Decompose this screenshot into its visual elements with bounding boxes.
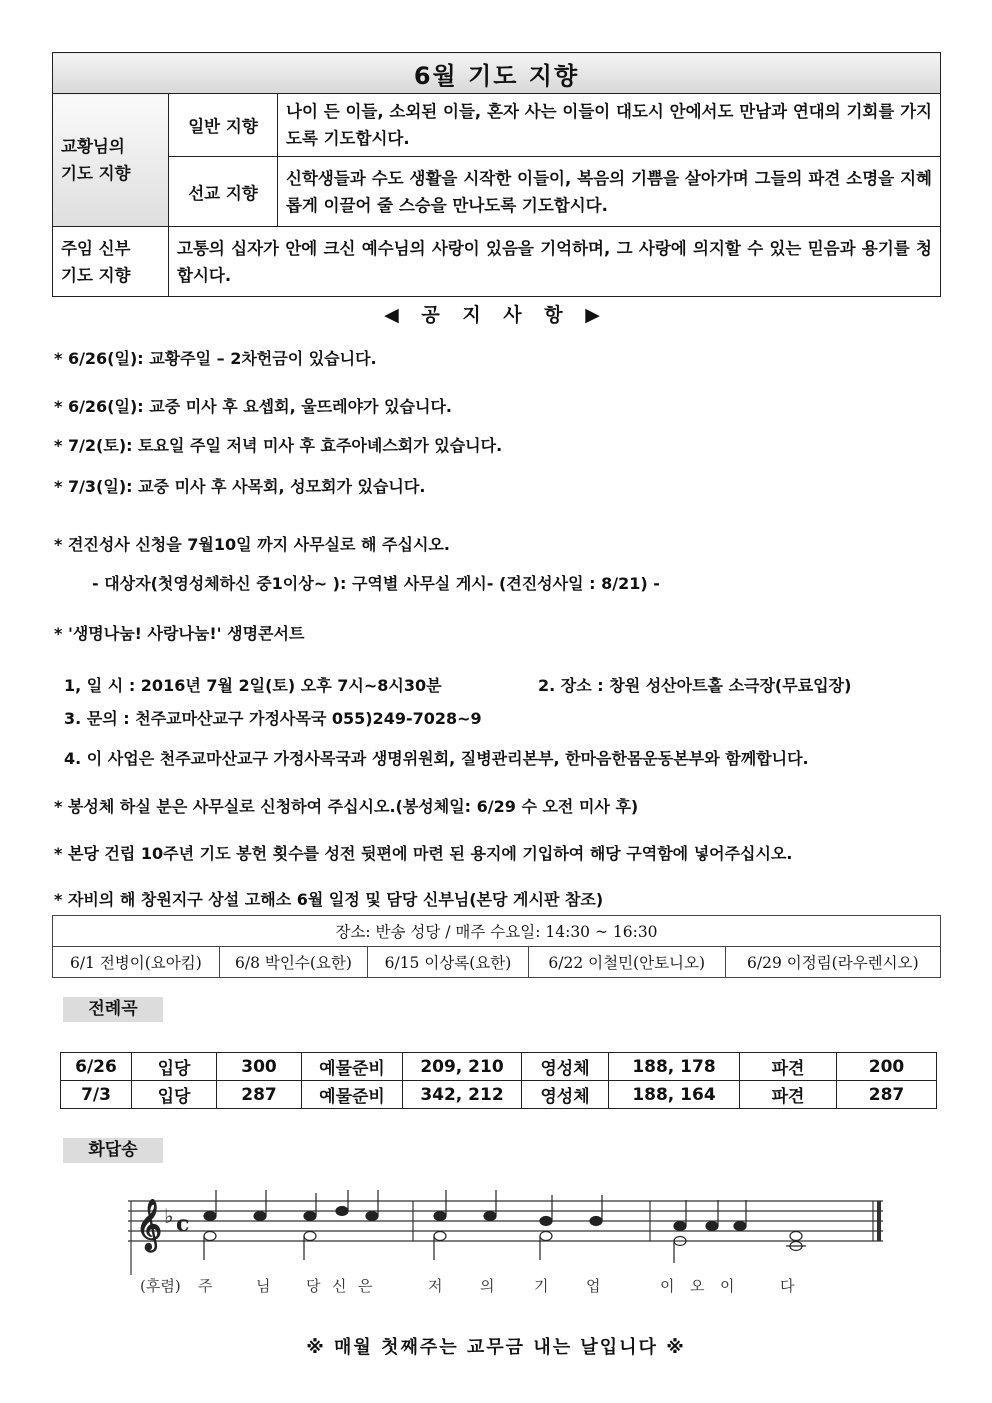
notice-title: ◀ 공 지 사 항 ▶ bbox=[384, 304, 608, 326]
hymns-table bbox=[60, 1052, 937, 1109]
pastor-intention-label bbox=[53, 227, 169, 297]
notice-item: * 7/3(일): 교중 미사 후 사목회, 성모회가 있습니다. bbox=[54, 477, 426, 496]
general-intention-label: 일반 지향 bbox=[169, 94, 278, 157]
notice-item: * 6/26(일): 교중 미사 후 요셉회, 울뜨레야가 있습니다. bbox=[54, 397, 452, 416]
hymn-cell: 영성체 bbox=[522, 1053, 609, 1081]
lyric-syllable: 당 bbox=[306, 1277, 321, 1295]
pastor-intention-text: 고통의 십자가 안에 크신 예수님의 사랑이 있음을 기억하며, 그 사랑에 의지할 수 있는 믿음과 용기를 청합시다. bbox=[169, 227, 941, 297]
confession-header: 장소: 반송 성당 / 매주 수요일: 14:30 ~ 16:30 bbox=[53, 916, 941, 947]
mission-intention-label: 선교 지향 bbox=[169, 157, 278, 227]
lyric-syllable: 님 bbox=[256, 1277, 271, 1295]
prayer-intentions-table bbox=[52, 52, 941, 297]
hymn-cell: 입당 bbox=[132, 1081, 217, 1109]
notice-item: * 7/2(토): 토요일 주일 저녁 미사 후 효주아녜스회가 있습니다. bbox=[54, 436, 503, 455]
hymn-cell: 예물준비 bbox=[302, 1053, 403, 1081]
hymn-cell: 6/26 bbox=[61, 1053, 132, 1081]
lyric-syllable: (후렴) bbox=[140, 1277, 181, 1295]
concert-organizers: 4. 이 사업은 천주교마산교구 가정사목국과 생명위원회, 질병관리본부, 한마음한몸운동본부와 함께합니다. bbox=[64, 749, 809, 768]
confession-schedule-table bbox=[52, 915, 941, 978]
notice-item: * 자비의 해 창원지구 상설 고해소 6월 일정 및 담당 신부님(본당 게시판 참조) bbox=[54, 890, 604, 909]
hymn-cell: 188, 164 bbox=[609, 1081, 740, 1109]
lyric-syllable: 신 bbox=[332, 1277, 347, 1295]
confession-cell: 6/29 이정림(라우렌시오) bbox=[725, 947, 940, 978]
svg-text:♭: ♭ bbox=[164, 1204, 174, 1228]
hymns-tag: 전례곡 bbox=[63, 997, 163, 1022]
hymn-cell: 입당 bbox=[132, 1053, 217, 1081]
general-intention-text: 나이 든 이들, 소외된 이들, 혼자 사는 이들이 대도시 안에서도 만남과 연대의 기회를 가지도록 기도합시다. bbox=[278, 94, 941, 157]
mission-intention-text: 신학생들과 수도 생활을 시작한 이들이, 복음의 기쁨을 살아가며 그들의 파견 소명을 지혜롭게 이끌어 줄 스승을 만나도록 기도합시다. bbox=[278, 157, 941, 227]
notice-item: * 봉성체 하실 분은 사무실로 신청하여 주십시오.(봉성체일: 6/29 수 오전 미사 후) bbox=[54, 797, 639, 816]
hymn-cell: 287 bbox=[217, 1081, 302, 1109]
svg-text:c: c bbox=[176, 1211, 190, 1237]
pastor-label-line2: 기도 지향 bbox=[61, 265, 131, 285]
concert-time: 1, 일 시 : 2016년 7월 2일(토) 오후 7시~8시30분 bbox=[64, 676, 442, 695]
confession-cell: 6/15 이상록(요한) bbox=[368, 947, 529, 978]
lyric-syllable: 의 bbox=[480, 1277, 495, 1295]
lyric-syllable: 업 bbox=[586, 1277, 601, 1295]
confession-cell: 6/22 이철민(안토니오) bbox=[528, 947, 725, 978]
footer-note: ※ 매월 첫째주는 교무금 내는 날입니다 ※ bbox=[306, 1337, 686, 1358]
lyric-syllable: 주 bbox=[198, 1277, 213, 1295]
lyric-syllable: 다 bbox=[780, 1277, 795, 1295]
hymn-cell: 파견 bbox=[740, 1081, 837, 1109]
notice-item: * 6/26(일): 교황주일 – 2차헌금이 있습니다. bbox=[54, 349, 377, 368]
hymn-cell: 파견 bbox=[740, 1053, 837, 1081]
hymn-cell: 209, 210 bbox=[403, 1053, 522, 1081]
hymn-cell: 300 bbox=[217, 1053, 302, 1081]
hymn-cell: 342, 212 bbox=[403, 1081, 522, 1109]
lyric-syllable: 저 bbox=[428, 1277, 443, 1295]
concert-contact: 3. 문의 : 천주교마산교구 가정사목국 055)249-7028~9 bbox=[64, 709, 482, 728]
notice-subitem: - 대상자(첫영성체하신 중1이상~ ): 구역별 사무실 게시- (견진성사일 : 8/21) - bbox=[92, 574, 660, 593]
prayer-title: 6월 기도 지향 bbox=[53, 53, 941, 94]
lyric-syllable: 이 bbox=[660, 1277, 675, 1295]
hymn-cell: 영성체 bbox=[522, 1081, 609, 1109]
lyric-syllable: 은 bbox=[358, 1277, 373, 1295]
hymn-cell: 예물준비 bbox=[302, 1081, 403, 1109]
notice-item: * '생명나눔! 사랑나눔!' 생명콘서트 bbox=[54, 624, 305, 643]
pope-label-line2: 기도 지향 bbox=[61, 164, 131, 183]
svg-text:𝄞: 𝄞 bbox=[136, 1199, 163, 1250]
lyric-syllable: 이 bbox=[720, 1277, 735, 1295]
psalm-music-staff bbox=[128, 1185, 888, 1275]
psalm-tag: 화답송 bbox=[63, 1138, 163, 1163]
confession-cell: 6/1 전병이(요아킴) bbox=[53, 947, 220, 978]
hymn-cell: 188, 178 bbox=[609, 1053, 740, 1081]
hymn-cell: 7/3 bbox=[61, 1081, 132, 1109]
lyric-syllable: 기 bbox=[534, 1277, 549, 1295]
concert-place: 2. 장소 : 창원 성산아트홀 소극장(무료입장) bbox=[538, 676, 852, 695]
pope-intention-label bbox=[53, 94, 169, 227]
pope-label-line1: 교황님의 bbox=[61, 137, 125, 156]
notice-item: * 본당 건립 10주년 기도 봉헌 횟수를 성전 뒷편에 마련 된 용지에 기입하여 해당 구역함에 넣어주십시오. bbox=[54, 844, 793, 863]
lyric-syllable: 오 bbox=[690, 1277, 705, 1295]
notice-item: * 견진성사 신청을 7월10일 까지 사무실로 해 주십시오. bbox=[54, 535, 450, 554]
confession-cell: 6/8 박인수(요한) bbox=[219, 947, 367, 978]
hymn-cell: 200 bbox=[837, 1053, 937, 1081]
hymn-cell: 287 bbox=[837, 1081, 937, 1109]
pastor-label-line1: 주임 신부 bbox=[61, 238, 131, 258]
